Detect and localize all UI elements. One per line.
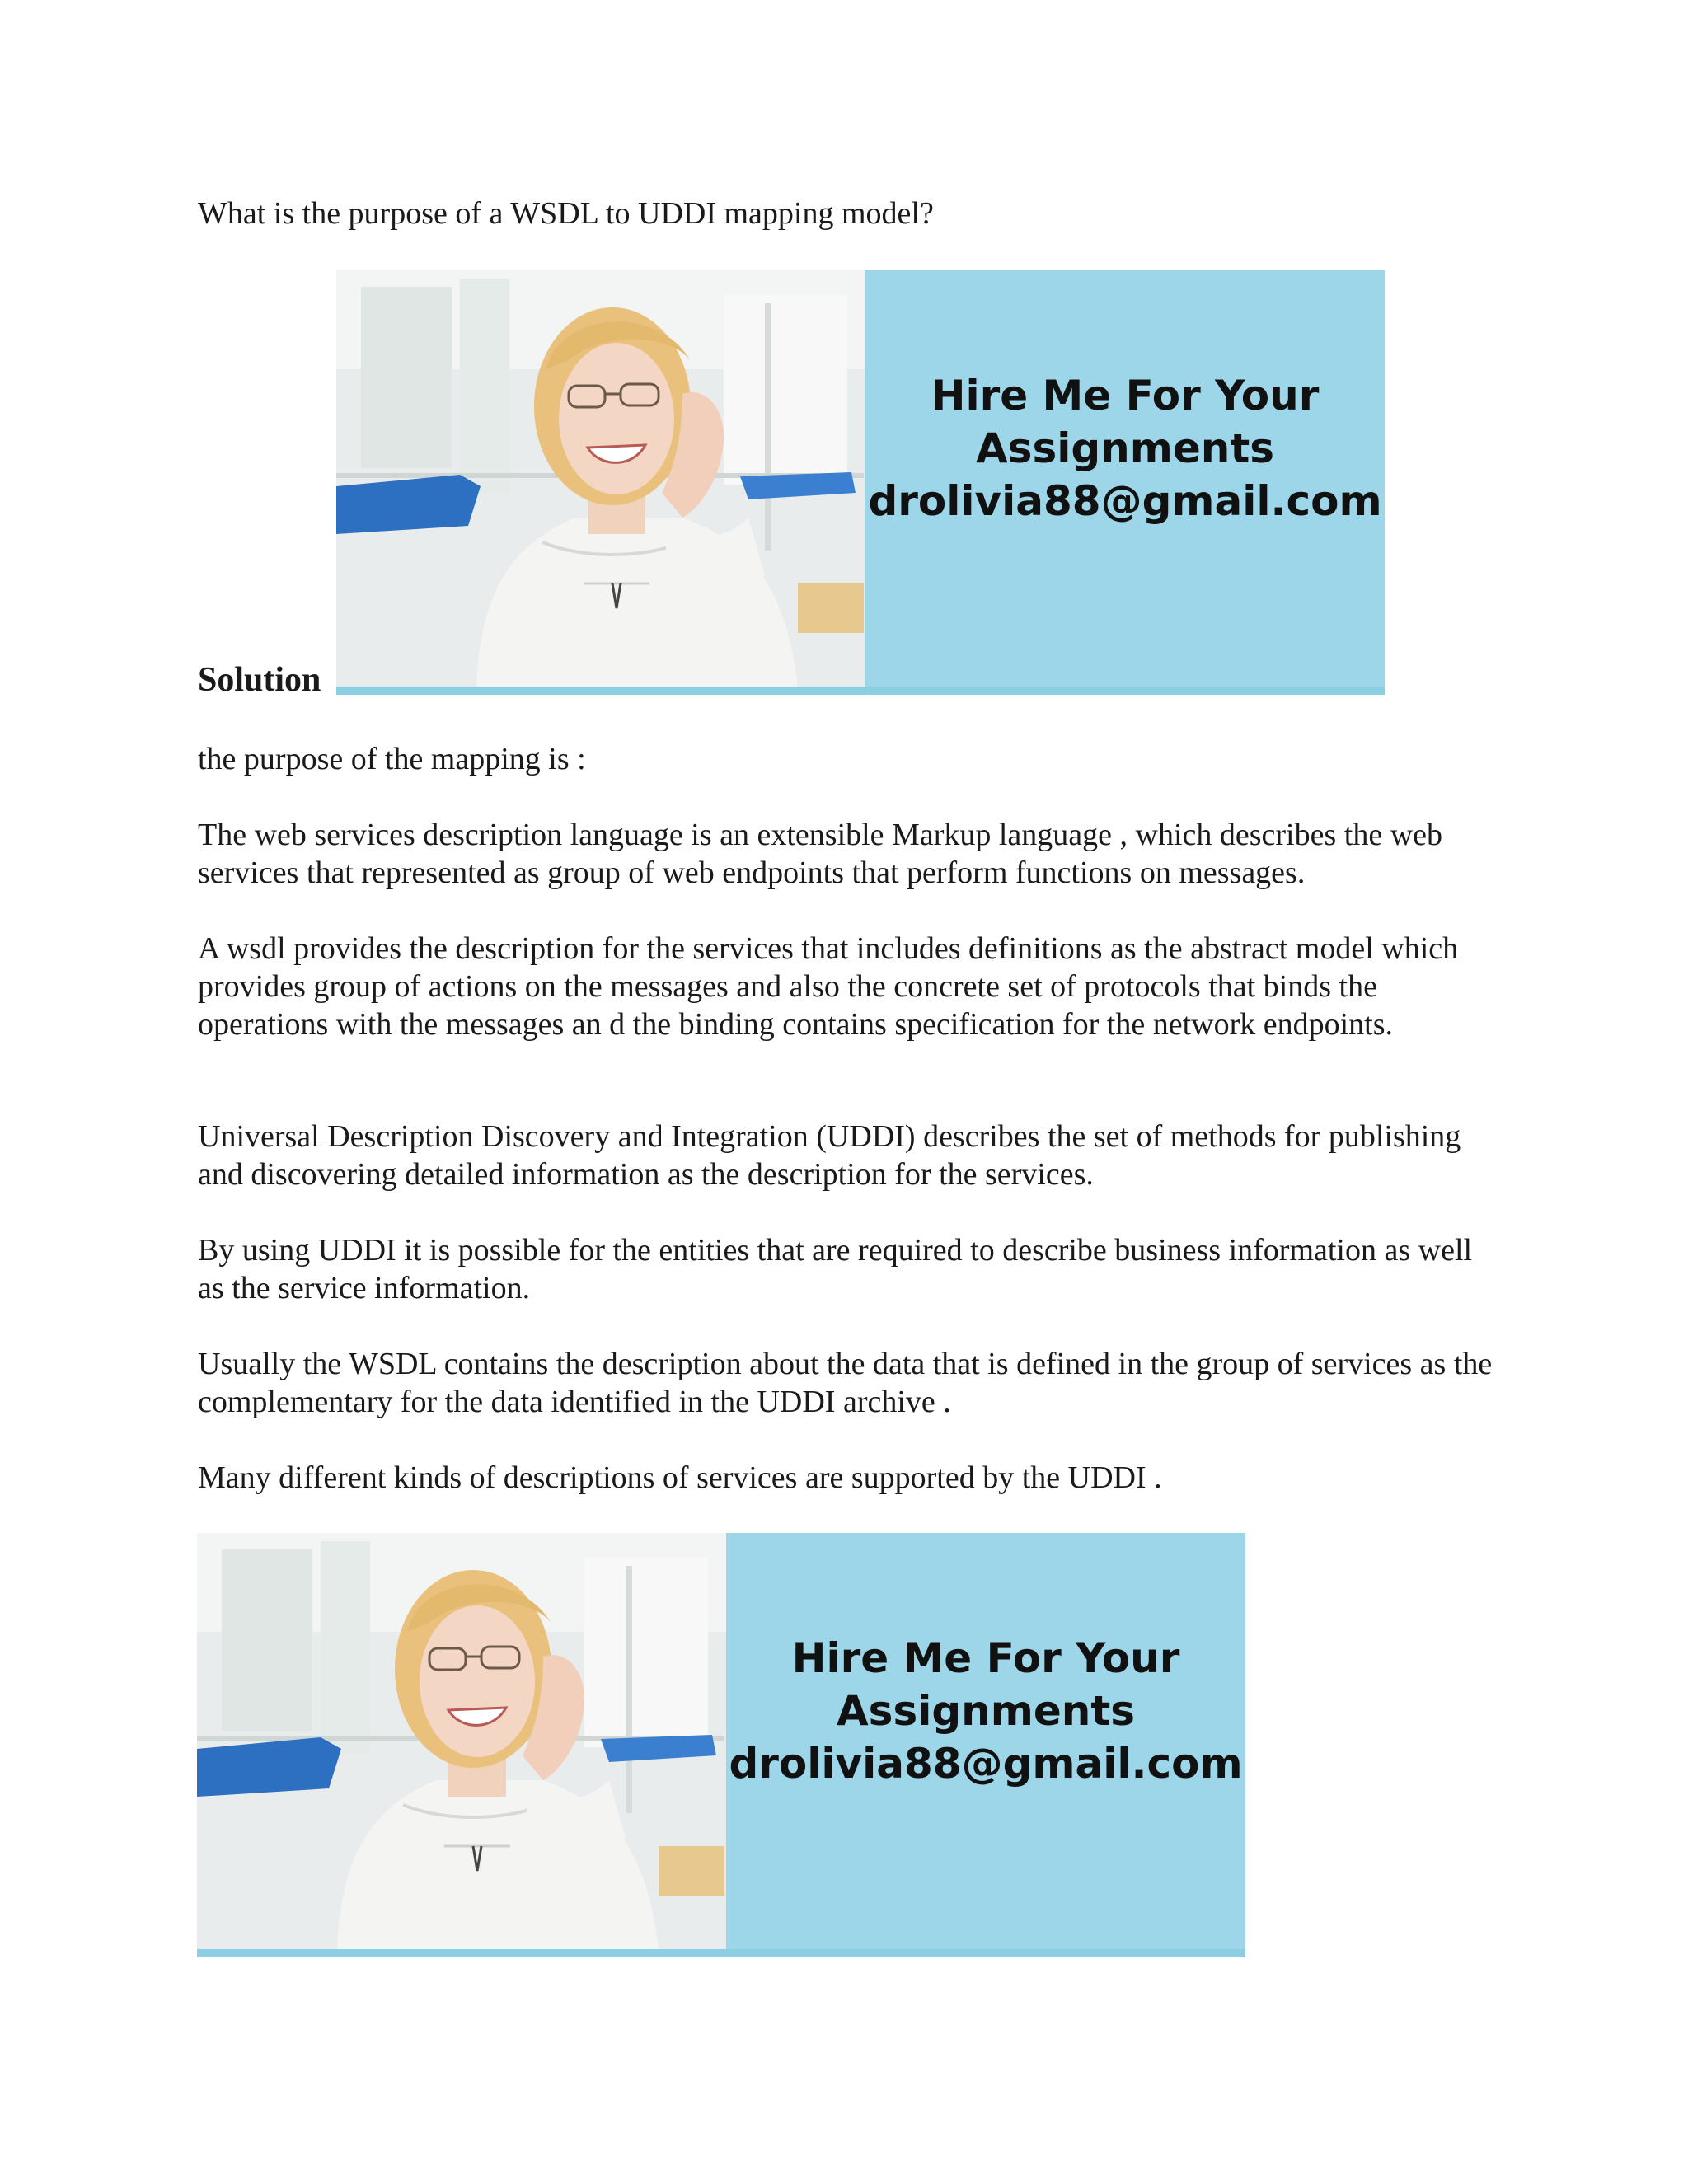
ad-line-email: drolivia88@gmail.com: [729, 1740, 1243, 1788]
ad-line-assignments: Assignments: [836, 1687, 1135, 1735]
ad-banner-bottom: [197, 1533, 1245, 1957]
solution-heading: Solution: [198, 661, 321, 699]
woman-photo-image: [197, 1533, 726, 1949]
ad-text-block: [865, 369, 1385, 527]
paragraph: A wsdl provides the description for the services that includes definitions as the abstract model which provides group of actions on the messages and also the concrete set of protocols that binds the operations with the messages an d the binding contains specification for the network endpoints.: [198, 931, 1459, 1042]
ad-line-email: drolivia88@gmail.com: [868, 477, 1382, 525]
ad-banner-top: [336, 270, 1385, 695]
ad-text-panel: [726, 1533, 1245, 1957]
paragraph: Universal Description Discovery and Integration (UDDI) describes the set of methods for publishing and discovering detailed information as the description for the services.: [198, 1119, 1461, 1192]
paragraph: The web services description language is an extensible Markup language , which describes the web services that represented as group of web endpoints that perform functions on messages.: [198, 818, 1442, 890]
paragraph: the purpose of the mapping is :: [198, 742, 586, 776]
paragraph: Usually the WSDL contains the description about the data that is defined in the group of services as the complementary for the data identified in the UDDI archive .: [198, 1347, 1493, 1419]
ad-bottom-bar: [336, 687, 1385, 695]
ad-line-hire: Hire Me For Your: [791, 1634, 1180, 1682]
ad-text-block: [726, 1632, 1245, 1790]
paragraph: Many different kinds of descriptions of services are supported by the UDDI .: [198, 1460, 1162, 1495]
ad-line-hire: Hire Me For Your: [931, 372, 1320, 419]
paragraph: By using UDDI it is possible for the entities that are required to describe business information as well as the service information.: [198, 1233, 1473, 1305]
ad-bottom-bar: [197, 1949, 1245, 1957]
ad-text-panel: [865, 270, 1385, 695]
question-text: What is the purpose of a WSDL to UDDI mapping model?: [198, 196, 934, 231]
woman-photo-image: [336, 270, 865, 687]
ad-line-assignments: Assignments: [975, 424, 1274, 472]
